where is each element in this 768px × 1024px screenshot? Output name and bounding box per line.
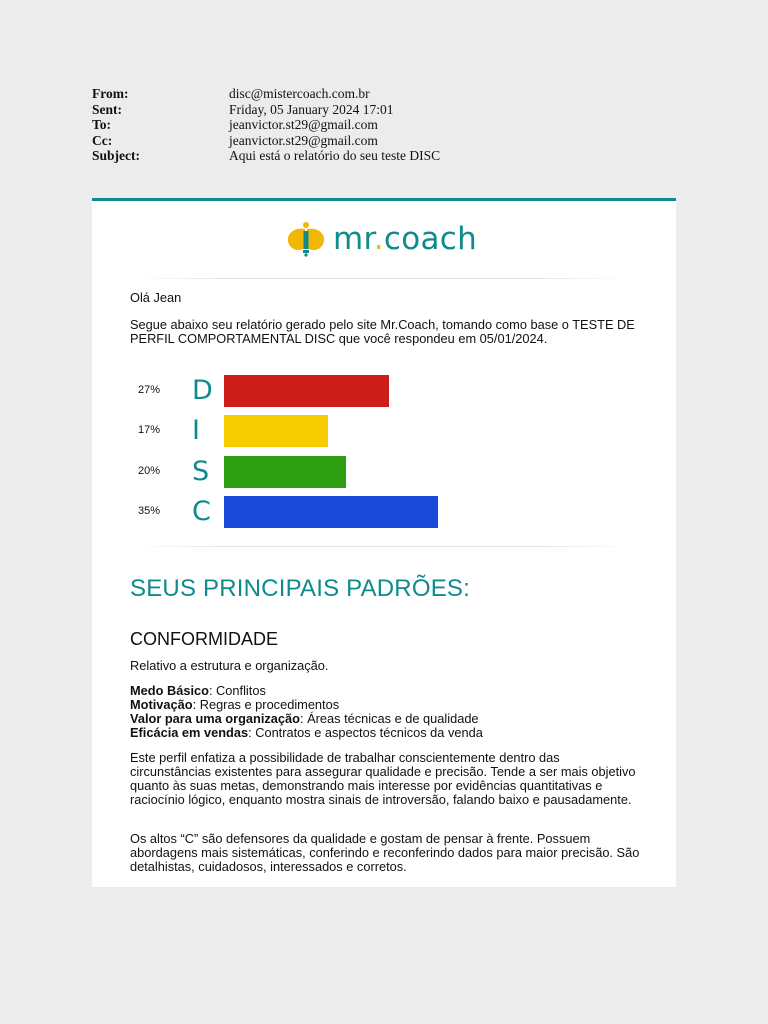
greeting: Olá Jean: [130, 290, 182, 305]
disc-row-d: [130, 375, 650, 407]
disc-letter: I: [192, 415, 200, 447]
email-body-card: [92, 198, 676, 887]
trait-value: : Regras e procedimentos: [192, 697, 340, 712]
trait-label: Valor para uma organização: [130, 711, 300, 726]
trait-row: [130, 684, 483, 698]
disc-row-c: [130, 496, 650, 528]
profile-relation: Relativo a estrutura e organização.: [130, 658, 329, 673]
to-value[interactable]: jeanvictor.st29@gmail.com: [229, 117, 378, 132]
logo-wordmark-dot: .: [373, 221, 384, 257]
subject-value: Aqui está o relatório do seu teste DISC: [229, 148, 441, 163]
profile-paragraph-1: Este perfil enfatiza a possibilidade de trabalhar conscientemente dentro das circunstâncias existentes para assegurar qualidade e precisão. Tende a ser mais objetivo quanto às suas metas, demonstrando mais interesse por evidências quantitativas e raciocínio lógico, enquanto mostra sinais de introversão, falando baixo e pausadamente.: [130, 750, 636, 807]
chart-divider: [132, 546, 632, 547]
trait-row: [130, 712, 483, 726]
trait-value: : Contratos e aspectos técnicos da venda: [248, 725, 483, 740]
logo-wordmark-mr: mr: [333, 221, 374, 257]
to-label: To:: [92, 117, 112, 132]
trait-value: : Conflitos: [208, 683, 266, 698]
disc-letter: C: [192, 495, 211, 527]
trait-row: [130, 726, 483, 740]
profile-paragraph-2: Os altos “C” são defensores da qualidade e gostam de pensar à frente. Possuem abordagens mais sistemáticas, conferindo e reconferindo dados para maior precisão. São detalhistas, cuidadosos, interessados e corretos.: [130, 831, 640, 874]
trait-label: Medo Básico: [130, 683, 209, 698]
sent-row: [92, 102, 440, 118]
subject-label: Subject:: [92, 148, 140, 163]
profile-name: CONFORMIDADE: [130, 629, 278, 649]
trait-value: : Áreas técnicas e de qualidade: [299, 711, 479, 726]
disc-row-s: [130, 456, 650, 488]
email-headers: [92, 86, 440, 164]
cc-label: Cc:: [92, 132, 113, 148]
logo-wordmark: [333, 221, 477, 257]
disc-bar-i: [224, 415, 328, 447]
trait-label: Eficácia em vendas: [130, 725, 249, 740]
logo-divider: [132, 278, 632, 279]
to-row: [92, 117, 440, 133]
sent-value: Friday, 05 January 2024 17:01: [229, 101, 394, 117]
disc-bar-s: [224, 456, 346, 488]
trait-row: [130, 698, 483, 712]
cc-row: [92, 133, 440, 149]
from-value[interactable]: disc@mistercoach.com.br: [229, 86, 370, 101]
disc-row-i: [130, 415, 650, 447]
disc-bar-d: [224, 375, 389, 407]
from-row: [92, 86, 440, 102]
disc-percent-label: 20%: [138, 464, 161, 477]
disc-percent-label: 35%: [138, 504, 161, 517]
disc-percent-label: 17%: [138, 424, 161, 437]
mrcoach-logo[interactable]: [285, 219, 477, 259]
brain-lightbulb-icon: [285, 221, 327, 257]
disc-chart: [130, 375, 650, 535]
disc-letter: D: [192, 375, 213, 406]
intro-text: Segue abaixo seu relatório gerado pelo site Mr.Coach, tomando como base o TESTE DE PERFIL COMPORTAMENTAL DISC que você respondeu em 05/01/2024.: [130, 317, 635, 346]
disc-percent-label: 27%: [138, 384, 161, 396]
subject-row: [92, 148, 440, 164]
profile-traits: [130, 684, 483, 740]
trait-label: Motivação: [130, 697, 193, 712]
sent-label: Sent:: [92, 101, 122, 117]
disc-letter: S: [192, 455, 210, 487]
patterns-title: SEUS PRINCIPAIS PADRÕES:: [130, 575, 470, 602]
from-label: From:: [92, 86, 129, 101]
logo-wordmark-coach: coach: [383, 221, 478, 257]
disc-bar-c: [224, 496, 438, 528]
cc-value[interactable]: jeanvictor.st29@gmail.com: [229, 132, 378, 148]
